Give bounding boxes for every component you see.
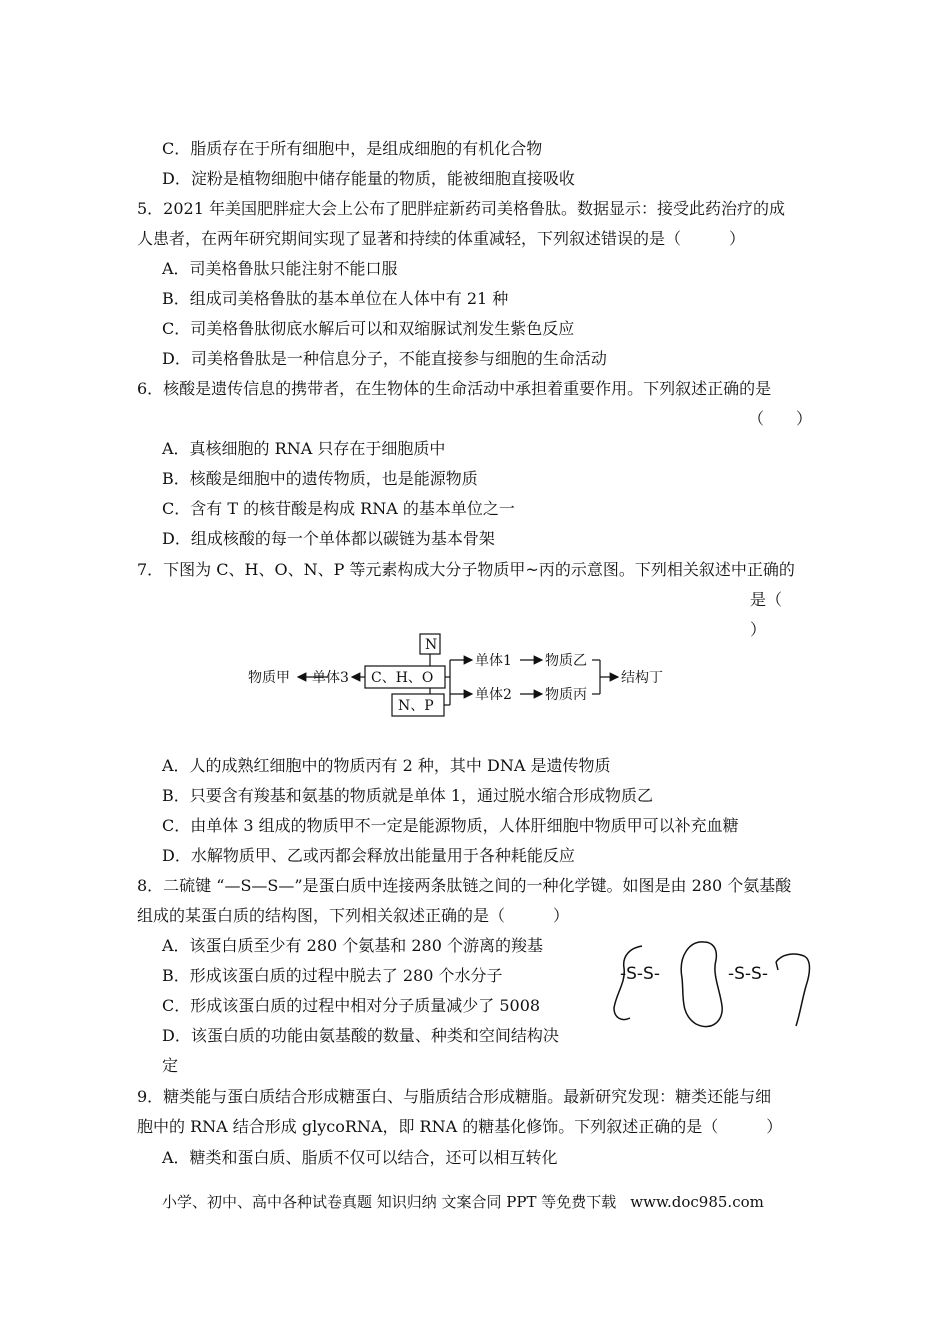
q8-stem-line2: 组成的某蛋白质的结构图，下列相关叙述正确的是（ ）	[137, 906, 570, 925]
q6-answer-bracket: （ ）	[748, 409, 813, 428]
q5-stem-line1: 5．2021 年美国肥胖症大会上公布了肥胖症新药司美格鲁肽。数据显示：接受此药治疗的成	[137, 199, 785, 218]
unit-1: 单体1	[475, 653, 512, 669]
q6-option-d: D．组成核酸的每一个单体都以碳链为基本骨架	[162, 529, 495, 548]
q7-stem-line1: 7．下图为 C、H、O、N、P 等元素构成大分子物质甲~丙的示意图。下列相关叙述中正确的	[137, 560, 795, 579]
q5-option-c: C．司美格鲁肽彻底水解后可以和双缩脲试剂发生紫色反应	[162, 319, 575, 338]
np-label: N、P	[398, 698, 434, 714]
footer-url[interactable]: www.doc985.com	[630, 1193, 764, 1211]
protein-structure-figure	[612, 934, 817, 1032]
q7-option-b: B．只要含有羧基和氨基的物质就是单体 1，通过脱水缩合形成物质乙	[162, 786, 654, 805]
q4-option-d: D．淀粉是植物细胞中储存能量的物质，能被细胞直接吸收	[162, 169, 575, 188]
element-composition-diagram	[240, 628, 680, 720]
q6-option-c: C．含有 T 的核苷酸是构成 RNA 的基本单位之一	[162, 499, 515, 518]
q8-option-d-line1: D．该蛋白质的功能由氨基酸的数量、种类和空间结构决	[162, 1026, 559, 1045]
structure-ding: 结构丁	[621, 670, 663, 686]
q8-option-d-line2: 定	[162, 1056, 179, 1075]
q8-stem-line1: 8．二硫键 “—S—S—”是蛋白质中连接两条肽链之间的一种化学键。如图是由 280 个氨基酸	[137, 876, 792, 895]
unit-3: 单体3	[312, 670, 349, 686]
substance-bing: 物质丙	[545, 687, 587, 703]
chain-middle-loop	[681, 942, 722, 1027]
page-footer	[162, 1192, 764, 1212]
q5-option-a: A．司美格鲁肽只能注射不能口服	[162, 259, 398, 278]
q7-option-d: D．水解物质甲、乙或丙都会释放出能量用于各种耗能反应	[162, 846, 575, 865]
q8-option-a: A．该蛋白质至少有 280 个氨基和 280 个游离的羧基	[162, 936, 543, 955]
q5-stem-line2: 人患者，在两年研究期间实现了显著和持续的体重减轻，下列叙述错误的是（ ）	[137, 229, 746, 248]
q8-option-c: C．形成该蛋白质的过程中相对分子质量减少了 5008	[162, 996, 541, 1015]
n-label: N	[425, 637, 438, 653]
q7-stem-line3: ）	[750, 620, 767, 639]
q7-stem-line2: 是（	[750, 590, 783, 609]
q9-option-a: A．糖类和蛋白质、脂质不仅可以结合，还可以相互转化	[162, 1148, 558, 1167]
footer-text: 小学、初中、高中各种试卷真题 知识归纳 文案合同 PPT 等免费下载	[162, 1193, 617, 1211]
q9-stem-line2: 胞中的 RNA 结合形成 glycoRNA，即 RNA 的糖基化修饰。下列叙述正确的是（ ）	[137, 1117, 783, 1136]
q5-option-b: B．组成司美格鲁肽的基本单位在人体中有 21 种	[162, 289, 509, 308]
q9-stem-line1: 9．糖类能与蛋白质结合形成糖蛋白、与脂质结合形成糖脂。最新研究发现：糖类还能与细	[137, 1087, 772, 1106]
substance-yi: 物质乙	[545, 653, 587, 669]
chain-right	[776, 954, 810, 1026]
q4-option-c: C．脂质存在于所有细胞中，是组成细胞的有机化合物	[162, 139, 543, 158]
q6-stem-line1: 6．核酸是遗传信息的携带者，在生物体的生命活动中承担着重要作用。下列叙述正确的是	[137, 379, 772, 398]
q8-option-b: B．形成该蛋白质的过程中脱去了 280 个水分子	[162, 966, 503, 985]
cho-label: C、H、O	[371, 670, 434, 686]
q7-option-a: A．人的成熟红细胞中的物质丙有 2 种，其中 DNA 是遗传物质	[162, 756, 611, 775]
q6-option-b: B．核酸是细胞中的遗传物质，也是能源物质	[162, 469, 478, 488]
q5-option-d: D．司美格鲁肽是一种信息分子，不能直接参与细胞的生命活动	[162, 349, 607, 368]
q6-option-a: A．真核细胞的 RNA 只存在于细胞质中	[162, 439, 446, 458]
disulfide-bond-1: -S-S-	[620, 964, 660, 984]
q7-option-c: C．由单体 3 组成的物质甲不一定是能源物质，人体肝细胞中物质甲可以补充血糖	[162, 816, 739, 835]
substance-jia: 物质甲	[248, 670, 290, 686]
unit-2: 单体2	[475, 687, 512, 703]
disulfide-bond-2: -S-S-	[728, 964, 768, 984]
